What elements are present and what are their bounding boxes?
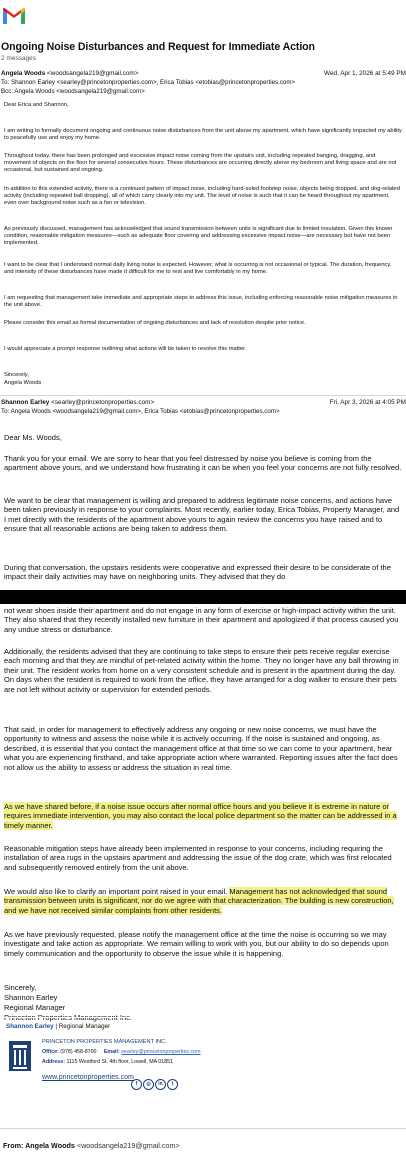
- signature-header-name: Shannon Earley: [6, 1023, 54, 1030]
- address-label: Address:: [42, 1059, 65, 1065]
- sender-name: Shannon Earley: [1, 399, 50, 406]
- office-phone[interactable]: (978) 458-8700: [60, 1049, 97, 1055]
- message-count: 2 messages: [1, 55, 37, 62]
- message1-date: Wed, Apr 1, 2026 at 5:49 PM: [324, 70, 406, 77]
- email-subject: Ongoing Noise Disturbances and Request for Immediate Action: [1, 41, 315, 53]
- greeting: Dear Erica and Shannon,: [4, 102, 69, 108]
- paragraph: I am writing to formally document ongoing and continuous noise disturbances from the unit above my apartment, which have significantly impacted my ability to peacefully use and enjoy my home.: [4, 128, 402, 141]
- paragraph: not wear shoes inside their apartment and do not engage in any form of exercise or high-impact activity within the unit. They also shared that they recently installed new furniture in their apartment and apologized if that process caused you any undue stress or disturbance.: [4, 606, 399, 634]
- gmail-m-icon[interactable]: [2, 6, 26, 26]
- sender-name: From: Angela Woods: [3, 1141, 75, 1150]
- message2-date: Fri, Apr 3, 2026 at 4:05 PM: [329, 399, 406, 406]
- message-divider: [0, 395, 406, 396]
- greeting: Dear Ms. Woods,: [4, 433, 62, 442]
- company-name: PRINCETON PROPERTIES MANAGEMENT INC.: [42, 1039, 167, 1045]
- paragraph: As previously discussed, management has acknowledged that sound transmission between units is significant due to limited insulation. Given this known condition, reasonable mitigation measures—such as adequate floor covering and addressing excessive impact noise—are necessary but have not been implemented.: [4, 226, 393, 246]
- paragraph: During that conversation, the upstairs residents were cooperative and expressed their desire to be considerate of the impact their daily activities may have on neighboring units. They advised that they do: [4, 563, 391, 582]
- website-link[interactable]: www.princetonproperties.com: [42, 1074, 134, 1081]
- email-label: Email:: [103, 1049, 120, 1055]
- message2-recipients: To: Angela Woods <woodsangela219@gmail.com>, Erica Tobias <etobias@princetonproperties.com>: [1, 408, 280, 415]
- office-label: Office:: [42, 1049, 59, 1055]
- signature-name: Shannon Earley: [4, 993, 58, 1002]
- paragraph: In addition to this extended activity, there is a continued pattern of impact noise, including hard-soled footstep noise, objects being dropped, and dog-related activity (including repeated ball dropping), all of which carry clearly into my unit. The level of noise is such that it can be heard throughout my apartment, even over background noise such as a fan or television.: [4, 186, 400, 206]
- signature-email-link[interactable]: searley@princetonproperties.com: [121, 1049, 201, 1055]
- paragraph-lead: We would also like to clarify an important point raised in your email.: [4, 887, 230, 896]
- signature-card: [9, 1037, 269, 1095]
- building-logo-icon: [9, 1041, 31, 1071]
- sender-name: Angela Woods: [1, 70, 46, 77]
- paragraph: I want to be clear that I understand normal daily living noise is expected. However, what is occurring is not occasional or typical. The duration, frequency, and intensity of these disturbances have made it difficult for me to rest and live comfortably in my home.: [4, 262, 392, 275]
- linkedin-icon[interactable]: in: [155, 1079, 166, 1090]
- contact-line: [42, 1049, 201, 1055]
- paragraph: That said, in order for management to effectively address any ongoing or new noise concerns, we must have the opportunity to witness and assess the noise while it is actively occurring. If the noise is sustained and ongoing, as described, it is essential that you contact the management office at that time so we can come to your apartment, hear what you are experiencing firsthand, and take appropriate action where warranted. Reporting issues after the fact does not allow us the ability to assess or address the situation in real time.: [4, 725, 398, 772]
- closing: Sincerely,: [4, 983, 37, 992]
- paragraph: Reasonable mitigation steps have already been implemented in response to your concerns, including requiring the installation of area rugs in the upstairs apartment and addressing the issue of the dog crate, which was first relocated and subsequently removed entirely from the unit above.: [4, 844, 392, 872]
- paragraph: [4, 887, 402, 915]
- paragraph: Additionally, the residents advised that they are continuing to take steps to ensure their pets receive regular exercise each morning and that they are mindful of pet-related activity within the home. They no longer have any ball throwing in their unit. The resident works from home on a very consistent schedule and is present in the apartment during the day. On days when the resident is required to work from the office, they have arranged for a dog walker to ensure their pets are not left without activity or supervision for extended periods.: [4, 647, 399, 694]
- highlighted-paragraph: [4, 802, 402, 830]
- signature-title: Regional Manager: [4, 1003, 66, 1012]
- message1-sender[interactable]: [1, 70, 138, 77]
- paragraph: As we have previously requested, please notify the management office at the time the noise is occurring so we may investigate and take action as appropriate. We remain willing to work with you, but our ability to do so depends upon timely communication and the opportunity to observe the issue while it is happening.: [4, 930, 389, 958]
- spacer: [0, 1017, 406, 1018]
- sender-email: <woodsangela219@gmail.com>: [47, 70, 139, 77]
- message3-sender[interactable]: [3, 1141, 180, 1150]
- message2-sender[interactable]: [1, 399, 154, 406]
- paragraph: Throughout today, there has been prolonged and excessive impact noise coming from the upstairs unit, including repeated banging, dragging, and movement of objects on the floor for several consecutive hours. These disturbances are occurring directly above my bedroom and living space and are not occasional, but sustained and ongoing.: [4, 153, 397, 173]
- closing: Sincerely,: [4, 372, 29, 378]
- social-icons: [131, 1072, 179, 1087]
- signature-header-title: | Regional Manager: [55, 1023, 111, 1030]
- paragraph: We want to be clear that management is willing and prepared to address legitimate noise concerns, and actions have been taken previously in response to your complaints. Most recently, earlier today, Erica Tobias, Property Manager, and I met directly with the residents of the apartment above yours to again review the concerns you have raised and to ensure that all reasonable actions are being taken to address them.: [4, 496, 400, 534]
- highlight: Management has not acknowledged that sound transmission between units is significant, nor do we agree with that characterization. The building is new construction, and we have not received similar complaints from other residents.: [4, 887, 394, 915]
- signature: Angela Woods: [4, 380, 42, 386]
- paragraph: Please consider this email as formal documentation of ongoing disturbances and lack of resolution despite prior notice.: [4, 320, 306, 326]
- message-divider: [0, 1128, 406, 1129]
- address-value: 1115 Westford St. 4th floor, Lowell, MA 01851: [66, 1059, 174, 1065]
- sender-email: <woodsangela219@gmail.com>: [76, 1141, 180, 1150]
- instagram-icon[interactable]: ◎: [143, 1079, 154, 1090]
- highlight: As we have shared before, if a noise issue occurs after normal office hours and you believe it is extreme in nature or requires immediate intervention, you may also contact the local police department so the matter can be addressed in a timely manner.: [4, 802, 397, 830]
- address-line: [42, 1059, 173, 1065]
- message1-bcc: Bcc: Angela Woods <woodsangela219@gmail.com>: [1, 88, 145, 95]
- paragraph: I am requesting that management take immediate and appropriate steps to address this issue, including enforcing reasonable noise mitigation measures in the unit above.: [4, 295, 398, 308]
- paragraph: Thank you for your email. We are sorry to hear that you feel distressed by noise you believe is coming from the apartment above yours, and we understand how frustrating it can be when you feel your concerns are not fully resolved.: [4, 454, 402, 473]
- signature-header: [6, 1023, 110, 1030]
- message1-recipients: To: Shannon Earley <searley@princetonproperties.com>, Erica Tobias <etobias@princetonproperties.com>: [1, 79, 296, 86]
- sender-email: <searley@princetonproperties.com>: [51, 399, 155, 406]
- twitter-icon[interactable]: t: [167, 1079, 178, 1090]
- paragraph: I would appreciate a prompt response outlining what actions will be taken to resolve this matter.: [4, 346, 247, 352]
- redaction-bar: [0, 590, 406, 604]
- facebook-icon[interactable]: f: [131, 1079, 142, 1090]
